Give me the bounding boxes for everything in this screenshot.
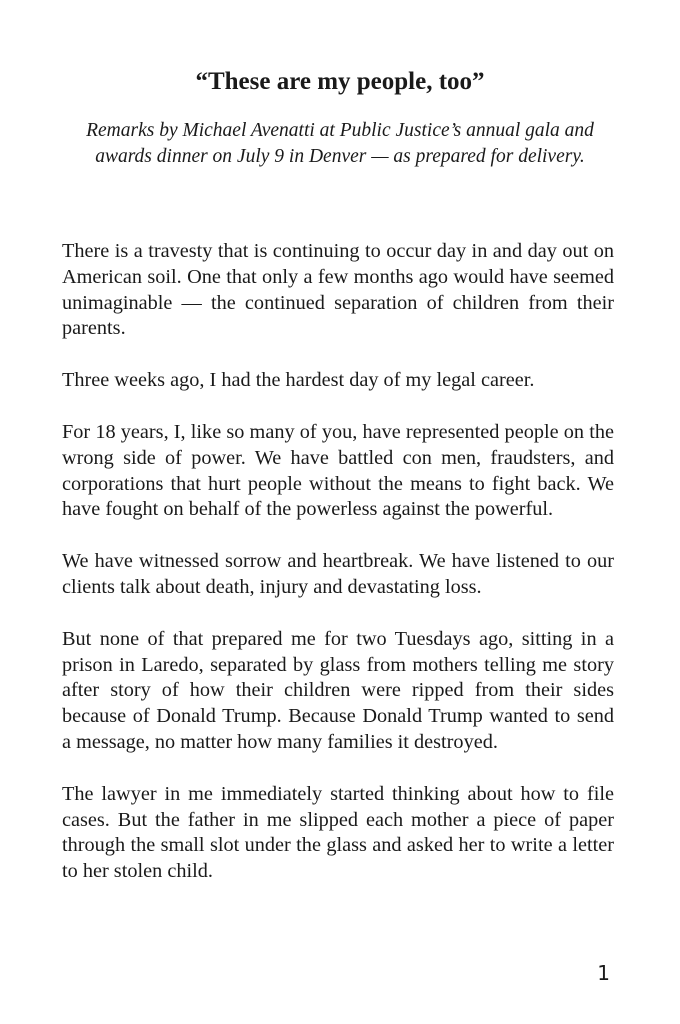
paragraph: There is a travesty that is continuing to occur day in and day out on American soil. One that only a few months ago would have seemed unimaginable — the continued separation of children from their parents. — [62, 240, 614, 340]
paragraph: Three weeks ago, I had the hardest day of my legal career. — [62, 369, 535, 392]
paragraph: For 18 years, I, like so many of you, have represented people on the wrong side of power. We have battled con men, fraudsters, and corporations that hurt people without the means to fight back. We have fought on behalf of the powerless against the powerful. — [62, 420, 614, 521]
paragraph: The lawyer in me immediately started thinking about how to file cases. But the father in me slipped each mother a piece of paper through the small slot under the glass and asked her to write a letter to her stolen child. — [62, 782, 614, 883]
paragraph: We have witnessed sorrow and heartbreak. We have listened to our clients talk about death, injury and devastating loss. — [62, 550, 614, 598]
paragraph: But none of that prepared me for two Tuesdays ago, sitting in a prison in Laredo, separated by glass from mothers telling me story after story of how their children were ripped from their sides because of Donald Trump. Because Donald Trump wanted to send a message, no matter how many families it destroyed. — [62, 627, 614, 753]
body-text — [62, 239, 614, 911]
page-number: 1 — [597, 961, 610, 985]
subtitle: Remarks by Michael Avenatti at Public Justice’s annual gala and awards dinner on July 9 in Denver — as prepared for delivery. — [86, 120, 594, 167]
page-title: “These are my people, too” — [195, 68, 485, 95]
